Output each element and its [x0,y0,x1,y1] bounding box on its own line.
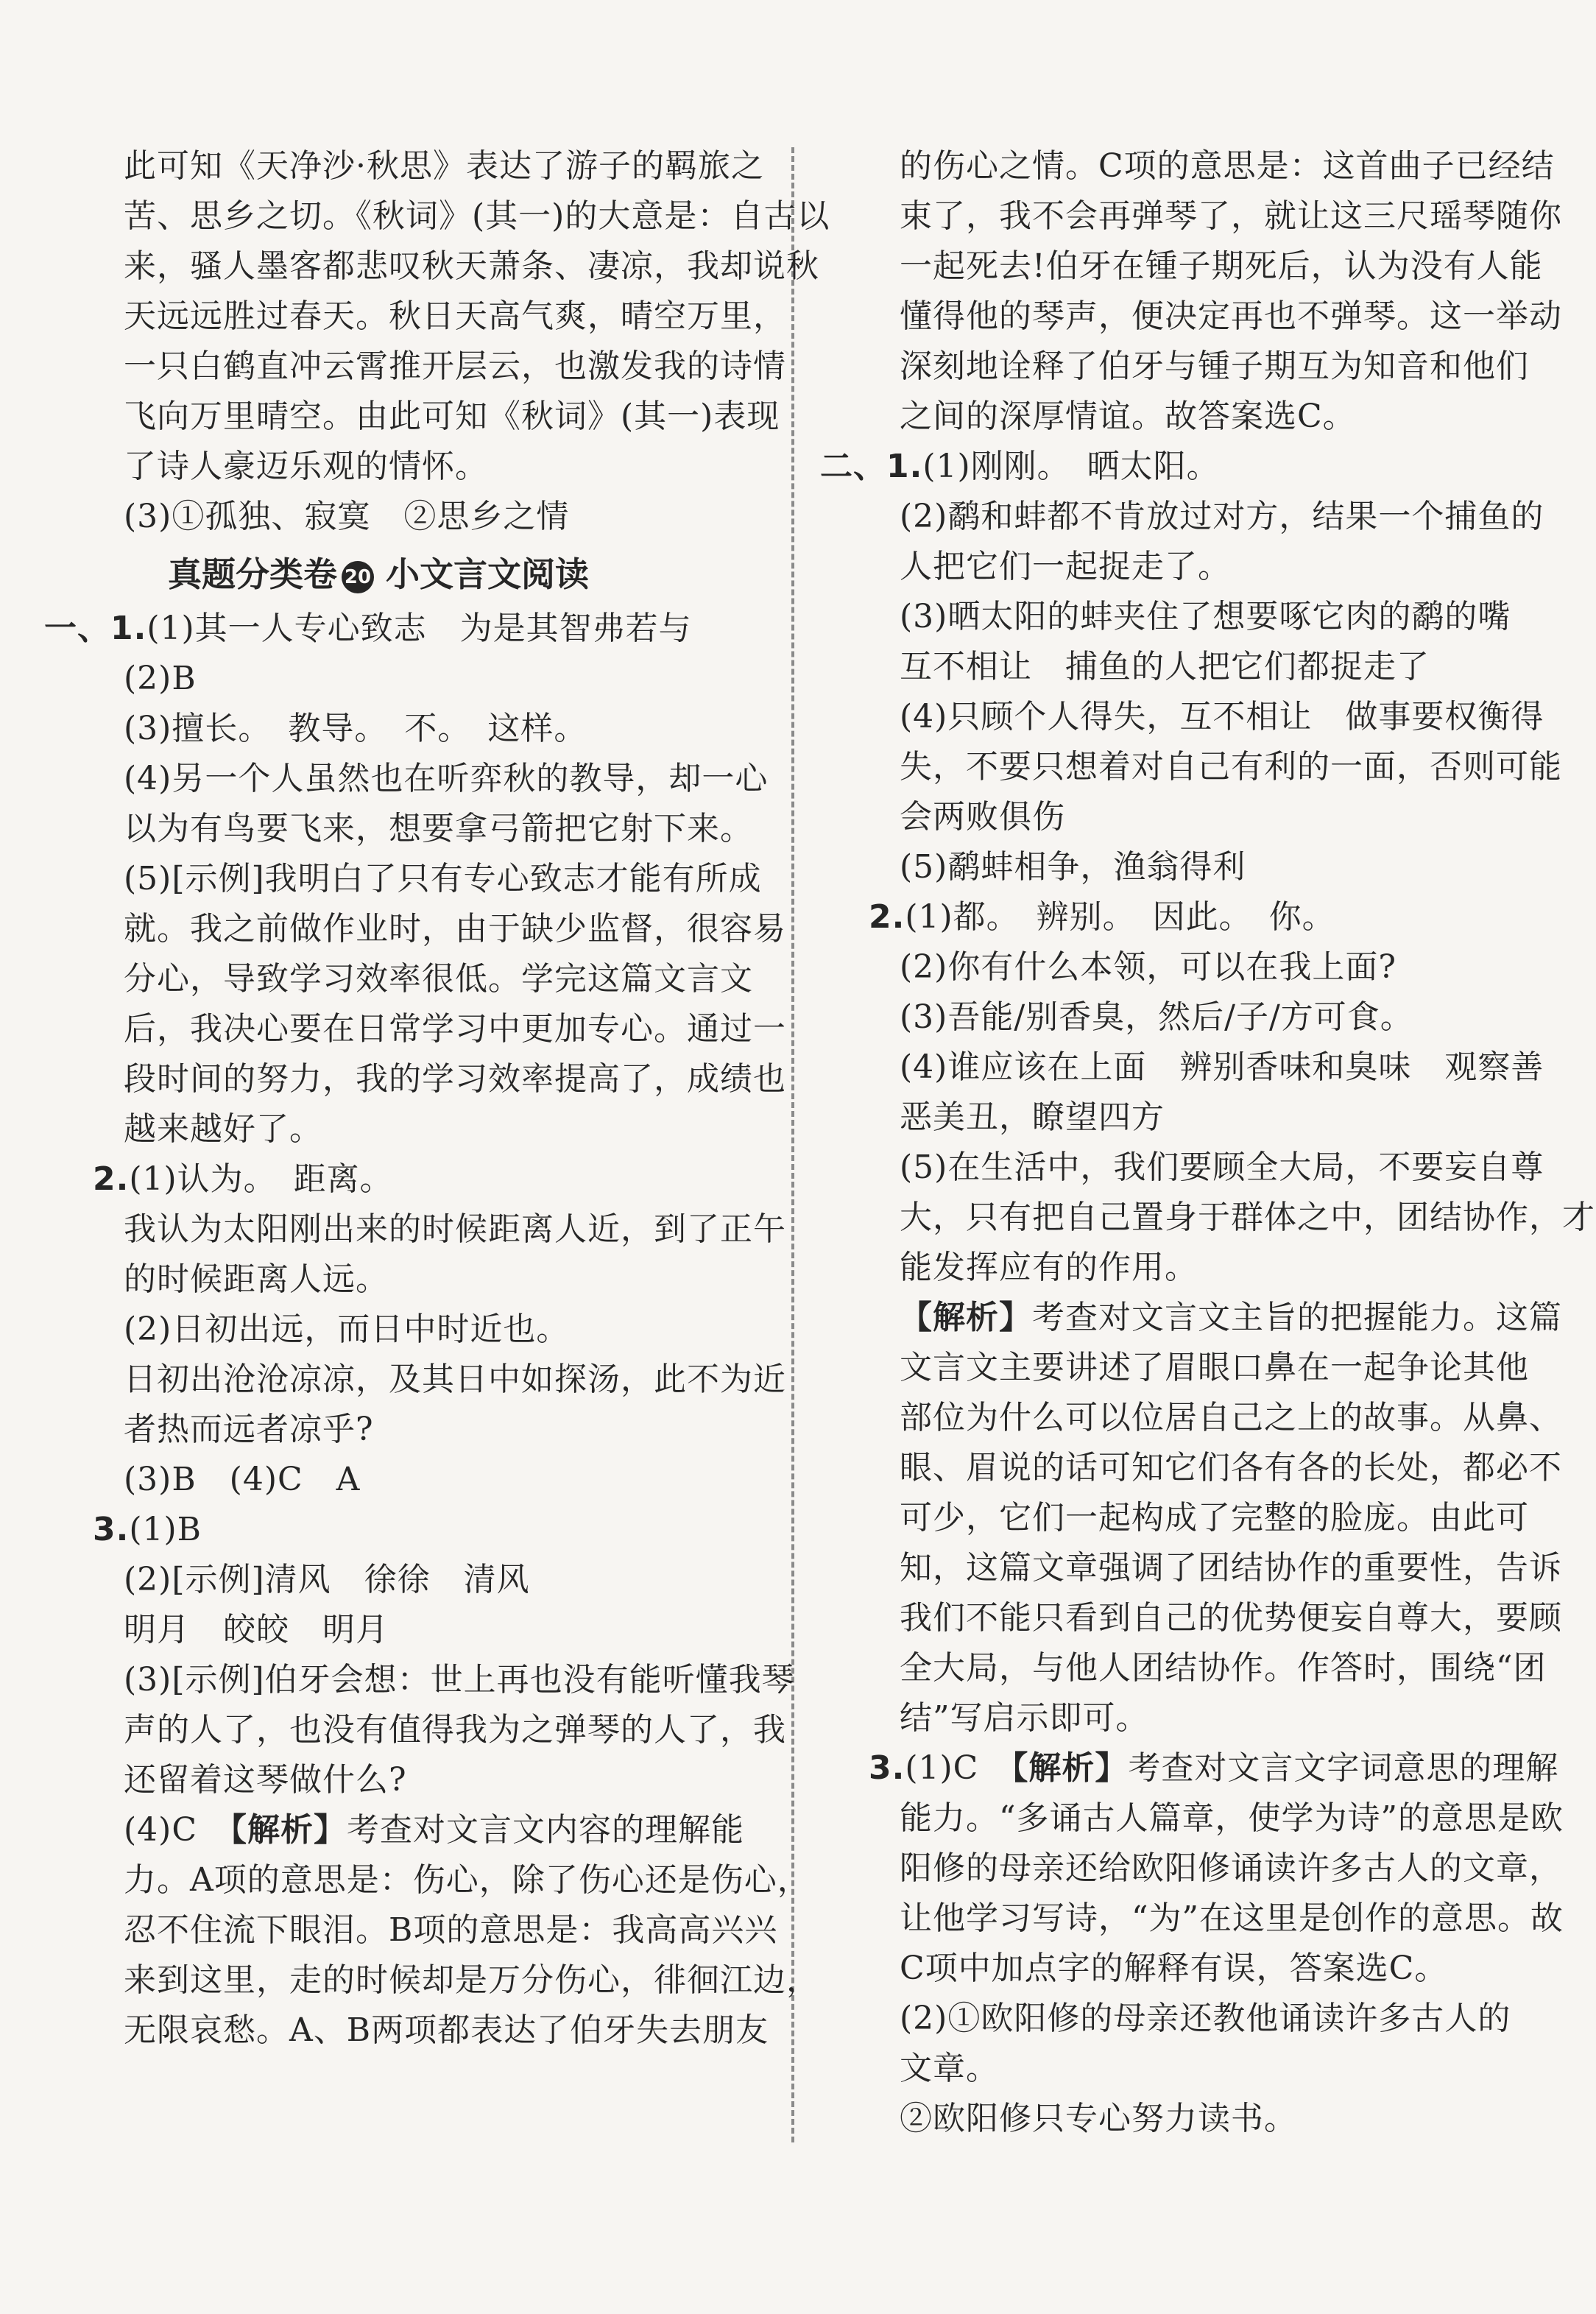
right-column [820,141,1595,2144]
text-line: (4)只顾个人得失，互不相让 做事要权衡得 [900,698,1544,736]
answer-text: (1)C [905,1749,1012,1787]
text-line: (3)B (4)C A [124,1461,361,1498]
question-1 [44,604,771,654]
text-line: 让他学习写诗，“为”在这里是创作的意思。故 [900,1899,1564,1937]
text-line: (2)B [124,660,197,697]
text-line: (5)鹬蚌相争，渔翁得利 [900,848,1246,886]
text-line: 一起死去!伯牙在锺子期死后，认为没有人能 [900,247,1543,285]
text-line: 天远远胜过春天。秋日天高气爽，晴空万里， [124,297,786,335]
text-line: (2)鹬和蚌都不肯放过对方，结果一个捕鱼的 [900,498,1544,535]
column-divider [791,147,794,2142]
question-number: 3. [869,1749,905,1787]
text-line [44,604,771,654]
text-line: 就。我之前做作业时，由于缺少监督，很容易 [124,910,786,948]
text-line: 力。A项的意思是：伤心，除了伤心还是伤心， [124,1861,811,1899]
text-line: 人把它们一起捉走了。 [900,548,1231,585]
text-line: 分心，导致学习效率很低。学完这篇文言文 [124,960,753,998]
text-line: 文章。 [900,2050,999,2087]
text-line: 能发挥应有的作用。 [900,1249,1198,1286]
text-line: 来，骚人墨客都悲叹秋天萧条、凄凉，我却说秋 [124,247,819,285]
text-line: 段时间的努力，我的学习效率提高了，成绩也 [124,1060,786,1098]
question-number: 二、1. [820,448,923,485]
text-line: 飞向万里晴空。由此可知《秋词》(其一)表现 [124,398,780,435]
text-line: (4)另一个人虽然也在听弈秋的教导，却一心 [124,760,769,797]
text-line: 可少，它们一起构成了完整的脸庞。由此可 [900,1499,1529,1537]
analysis-tag: 【解析】 [230,1811,347,1849]
text-line: 一只白鹤直冲云霄推开层云，也激发我的诗情 [124,348,786,385]
text-line: 的伤心之情。C项的意思是：这首曲子已经结 [900,147,1555,185]
section-title-prefix: 真题分类卷 [168,554,337,594]
text-line: 恶美丑，瞭望四方 [900,1098,1165,1136]
text-line [93,1154,771,1204]
question-3-body [124,1555,819,2056]
text-line [820,442,1540,492]
text-line: 声的人了，也没有值得我为之弹琴的人了，我 [124,1711,786,1749]
text-line: (3)[示例]伯牙会想：世上再也没有能听懂我琴 [124,1661,795,1699]
text-line: 大，只有把自己置身于群体之中，团结协作，才 [900,1199,1595,1236]
answer-text: (4)C [124,1811,230,1849]
text-line: (3)晒太阳的蚌夹住了想要啄它肉的鹬的嘴 [900,598,1511,635]
text-line: 之间的深厚情谊。故答案选C。 [900,398,1356,435]
question-2-body [124,1204,786,1505]
text-line [93,1505,771,1555]
text-line [124,1805,771,1855]
answer-text: 考查对文言文字词意思的理解 [1128,1749,1559,1787]
text-line: 后，我决心要在日常学习中更加专心。通过一 [124,1010,786,1048]
question-number: 2. [869,898,905,936]
text-line: 无限哀愁。A、B两项都表达了伯牙失去朋友 [124,2011,769,2049]
text-line: 深刻地诠释了伯牙与锺子期互为知音和他们 [900,348,1529,385]
text-line: (4)谁应该在上面 辨别香味和臭味 观察善 [900,1048,1544,1086]
question-number: 2. [93,1160,130,1198]
text-line: 来到这里，走的时候却是万分伤心，徘徊江边， [124,1961,819,1999]
section-2-question-1-body [900,492,1562,892]
question-3 [93,1505,771,1555]
answer-text: 考查对文言文内容的理解能 [347,1811,744,1849]
text-line: 文言文主要讲述了眉眼口鼻在一起争论其他 [900,1349,1529,1386]
section-2-question-2 [869,892,1540,942]
question-number: 一、1. [44,610,147,647]
text-line: 此可知《天净沙·秋思》表达了游子的羁旅之 [124,147,764,185]
answer-text: (1)都。 辨别。 因此。 你。 [905,898,1335,936]
text-line: 束了，我不会再弹琴了，就让这三尺瑶琴随你 [900,197,1562,235]
analysis-tag: 【解析】 [900,1299,1032,1336]
question-2 [93,1154,771,1204]
text-line: 全大局，与他人团结协作。作答时，围绕“团 [900,1649,1547,1687]
text-line: 能力。“多诵古人篇章，使学为诗”的意思是欧 [900,1799,1564,1837]
text-line: 苦、思乡之切。《秋词》(其一)的大意是：自古以 [124,197,830,235]
text-line: 阳修的母亲还给欧阳修诵读许多古人的文章， [900,1849,1562,1887]
text-line: 的时候距离人远。 [124,1260,389,1298]
section-number-badge: 20 [342,561,374,593]
section-2-question-3 [869,1743,1559,1793]
text-line: (5)在生活中，我们要顾全大局，不要妄自尊 [900,1149,1544,1186]
text-line: 越来越好了。 [124,1110,322,1148]
section-2-question-1 [820,442,1540,492]
text-line: 会两败俱伤 [900,798,1065,836]
question-number: 3. [93,1511,130,1548]
answer-text: (1)认为。 距离。 [129,1160,393,1198]
question-1-body [124,654,786,1154]
text-line: C项中加点字的解释有误，答案选C。 [900,1950,1448,1987]
text-line: 我们不能只看到自己的优势便妄自尊大，要顾 [900,1599,1562,1637]
text-line: (2)日初出远，而日中时近也。 [124,1311,570,1348]
text-line: (2)[示例]清风 徐徐 清风 [124,1561,530,1598]
right-intro [900,141,1562,442]
text-line: 忍不住流下眼泪。B项的意思是：我高高兴兴 [124,1911,778,1949]
section-2-question-2-body [900,942,1595,1743]
section-title [168,545,771,604]
text-line: 我认为太阳刚出来的时候距离人近，到了正午 [124,1210,786,1248]
text-line: 知，这篇文章强调了团结协作的重要性，告诉 [900,1549,1562,1587]
answer-text: (1)其一人专心致志 为是其智弗若与 [146,610,692,647]
text-line: 者热而远者凉乎? [124,1411,374,1448]
analysis-tag: 【解析】 [1011,1749,1129,1787]
left-intro [124,141,830,542]
answer-text: 考查对文言文主旨的把握能力。这篇 [1032,1299,1562,1336]
text-line: 互不相让 捕鱼的人把它们都捉走了 [900,648,1430,685]
section-title-name: 小文言文阅读 [386,554,589,594]
text-line: 眼、眉说的话可知它们各有各的长处，都必不 [900,1449,1562,1486]
text-line: 还留着这琴做什么? [124,1761,407,1799]
text-line: 以为有鸟要飞来，想要拿弓箭把它射下来。 [124,810,753,847]
text-line: 明月 皎皎 明月 [124,1611,389,1648]
text-line: (5)[示例]我明白了只有专心致志才能有所成 [124,860,762,897]
text-line [869,1743,1559,1793]
answer-text: (1)B [129,1511,202,1548]
text-line: (2)①欧阳修的母亲还教他诵读许多古人的 [900,2000,1511,2037]
text-line: (3)擅长。 教导。 不。 这样。 [124,710,587,747]
section-2-question-3-body [900,1793,1564,2144]
text-line: (3)①孤独、寂寞 ②思乡之情 [124,498,570,535]
text-line: 了诗人豪迈乐观的情怀。 [124,448,488,485]
text-line: (3)吾能/别香臭，然后/子/方可食。 [900,998,1413,1036]
text-line: 懂得他的琴声，便决定再也不弹琴。这一举动 [900,297,1562,335]
text-line: 结”写启示即可。 [900,1699,1149,1737]
text-line: (2)你有什么本领，可以在我上面? [900,948,1396,986]
text-line [869,892,1540,942]
text-line: 部位为什么可以位居自己之上的故事。从鼻、 [900,1399,1562,1436]
answer-text: (1)刚刚。 晒太阳。 [922,448,1220,485]
left-column [44,141,830,2056]
text-line: ②欧阳修只专心努力读书。 [900,2100,1297,2137]
text-line [900,1293,1562,1343]
text-line: 日初出沧沧凉凉，及其日中如探汤，此不为近 [124,1361,786,1398]
text-line: 失，不要只想着对自己有利的一面，否则可能 [900,748,1562,786]
